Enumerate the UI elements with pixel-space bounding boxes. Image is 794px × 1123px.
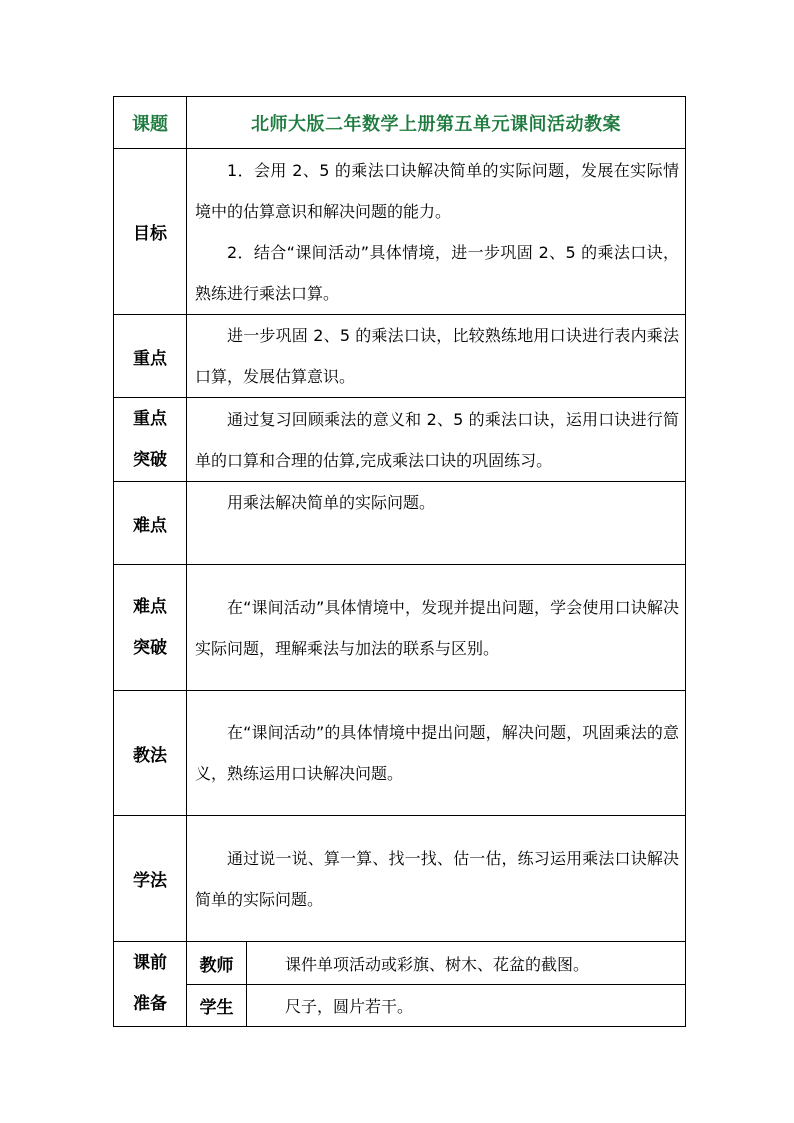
preparation-label <box>114 942 187 1027</box>
goal-item-2: 2．结合“课间活动”具体情境，进一步巩固 2、5 的乘法口诀，熟练进行乘法口算。 <box>195 242 679 303</box>
student-label: 学生 <box>187 985 247 1027</box>
preparation-label-line1: 课前 <box>133 953 167 973</box>
key-breakthrough-text: 通过复习回顾乘法的意义和 2、5 的乘法口诀，运用口诀进行简单的口算和合理的估算,完成乘法口诀的巩固练习。 <box>195 409 679 470</box>
difficulty-breakthrough-label-line1: 难点 <box>133 596 167 617</box>
key-points-label: 重点 <box>114 315 187 398</box>
learning-method-row <box>114 816 686 942</box>
key-breakthrough-content <box>187 398 686 482</box>
teaching-method-content <box>187 691 686 816</box>
goals-label: 目标 <box>114 149 187 315</box>
key-points-row <box>114 315 686 398</box>
key-breakthrough-label-line1: 重点 <box>133 408 167 429</box>
teaching-method-row <box>114 691 686 816</box>
key-breakthrough-label-line2: 突破 <box>133 449 167 470</box>
title-label: 课题 <box>114 97 187 149</box>
learning-method-content <box>187 816 686 942</box>
difficulty-text: 用乘法解决简单的实际问题。 <box>227 493 436 512</box>
difficulty-content <box>187 482 686 565</box>
learning-method-text: 通过说一说、算一算、找一找、估一估，练习运用乘法口诀解决简单的实际问题。 <box>195 848 679 909</box>
title-row <box>114 97 686 149</box>
key-points-text: 进一步巩固 2、5 的乘法口诀，比较熟练地用口诀进行表内乘法口算，发展估算意识。 <box>195 326 679 386</box>
difficulty-breakthrough-row <box>114 565 686 691</box>
lesson-plan-table <box>113 96 686 1027</box>
difficulty-breakthrough-content <box>187 565 686 691</box>
difficulty-breakthrough-label <box>114 565 187 691</box>
difficulty-label: 难点 <box>114 482 187 565</box>
preparation-teacher-row <box>114 942 686 985</box>
teacher-label: 教师 <box>187 942 247 985</box>
key-breakthrough-label <box>114 398 187 482</box>
key-points-content <box>187 315 686 398</box>
goal-item-1: 1．会用 2、5 的乘法口诀解决简单的实际问题，发展在实际情境中的估算意识和解决问题的能力。 <box>195 160 679 221</box>
teaching-method-label: 教法 <box>114 691 187 816</box>
teaching-method-text: 在“课间活动”的具体情境中提出问题，解决问题，巩固乘法的意义，熟练运用口诀解决问题。 <box>195 723 679 783</box>
goals-content <box>187 149 686 315</box>
goals-row <box>114 149 686 315</box>
learning-method-label: 学法 <box>114 816 187 942</box>
difficulty-breakthrough-label-line2: 突破 <box>133 637 167 658</box>
student-preparation: 尺子，圆片若干。 <box>247 985 686 1027</box>
preparation-label-line2: 准备 <box>133 994 167 1014</box>
key-breakthrough-row <box>114 398 686 482</box>
difficulty-breakthrough-text: 在“课间活动”具体情境中，发现并提出问题，学会使用口诀解决实际问题，理解乘法与加法的联系与区别。 <box>195 597 679 658</box>
lesson-title: 北师大版二年数学上册第五单元课间活动教案 <box>187 97 686 149</box>
preparation-student-row <box>114 985 686 1027</box>
teacher-preparation: 课件单项活动或彩旗、树木、花盆的截图。 <box>247 942 686 985</box>
lesson-plan-sheet <box>113 96 685 1027</box>
difficulty-row <box>114 482 686 565</box>
